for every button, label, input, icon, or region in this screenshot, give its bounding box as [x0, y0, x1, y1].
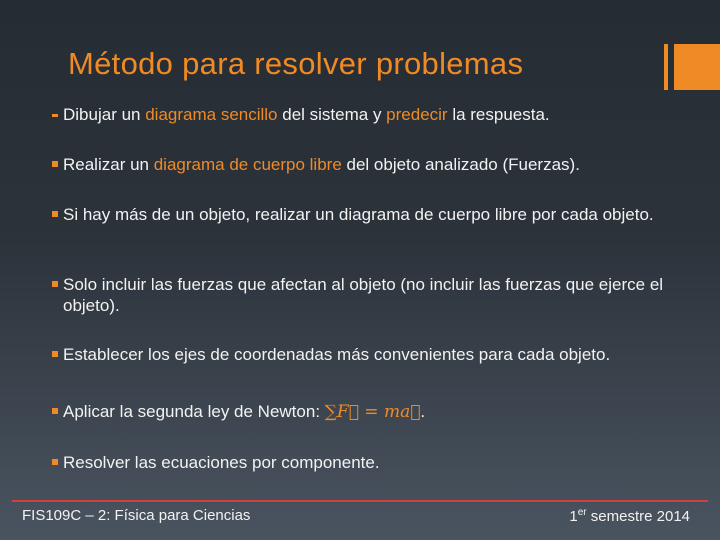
bullet-text [63, 274, 702, 316]
equation: ∑F⃗ = ma⃗ [324, 402, 421, 422]
body-text: Si hay más de un objeto, realizar un diagrama de cuerpo libre por cada objeto. [63, 205, 654, 224]
bullet-text [63, 204, 702, 225]
bullet-item [52, 401, 702, 423]
accent-bar-thick [674, 44, 720, 90]
bullet-marker [52, 111, 58, 117]
bullet-text [63, 154, 702, 175]
bullet-text [63, 452, 702, 473]
bullet-marker [52, 161, 58, 167]
highlight-text: diagrama sencillo [145, 105, 278, 124]
bullet-item [52, 274, 702, 316]
accent-bar-thin [664, 44, 668, 90]
bullet-item [52, 104, 702, 125]
bullet-text [63, 344, 702, 365]
bullet-marker [52, 351, 58, 357]
highlight-text: diagrama de cuerpo libre [153, 155, 342, 174]
slide-title: Método para resolver problemas [68, 46, 524, 81]
body-text: Resolver las ecuaciones por componente. [63, 453, 380, 472]
footer-semester [569, 507, 690, 525]
body-text: . [420, 402, 426, 421]
body-text: Realizar un [63, 155, 154, 174]
bullet-marker [52, 281, 58, 287]
semester-number: 1 [569, 508, 578, 525]
highlight-text: predecir [386, 105, 448, 124]
body-text: del sistema y [277, 105, 387, 124]
bullet-item [52, 154, 702, 175]
body-text: Solo incluir las fuerzas que afectan al objeto (no incluir las fuerzas que ejerce el objeto). [63, 275, 664, 315]
body-text: Dibujar un [63, 105, 146, 124]
bullet-item [52, 204, 702, 225]
bullet-marker [52, 211, 58, 217]
bullet-text [63, 401, 702, 423]
bullet-marker [52, 408, 58, 414]
body-text: del objeto analizado (Fuerzas). [341, 155, 580, 174]
footer-divider [12, 500, 708, 502]
semester-ordinal: er [577, 507, 587, 518]
bullet-marker [52, 459, 58, 465]
semester-text: semestre 2014 [586, 508, 690, 525]
body-text: la respuesta. [447, 105, 550, 124]
bullet-item [52, 452, 702, 473]
body-text: Establecer los ejes de coordenadas más convenientes para cada objeto. [63, 345, 611, 364]
bullet-text [63, 104, 702, 125]
body-text: Aplicar la segunda ley de Newton: [63, 402, 325, 421]
bullet-item [52, 344, 702, 365]
footer-course: FIS109C – 2: Física para Ciencias [22, 507, 251, 524]
